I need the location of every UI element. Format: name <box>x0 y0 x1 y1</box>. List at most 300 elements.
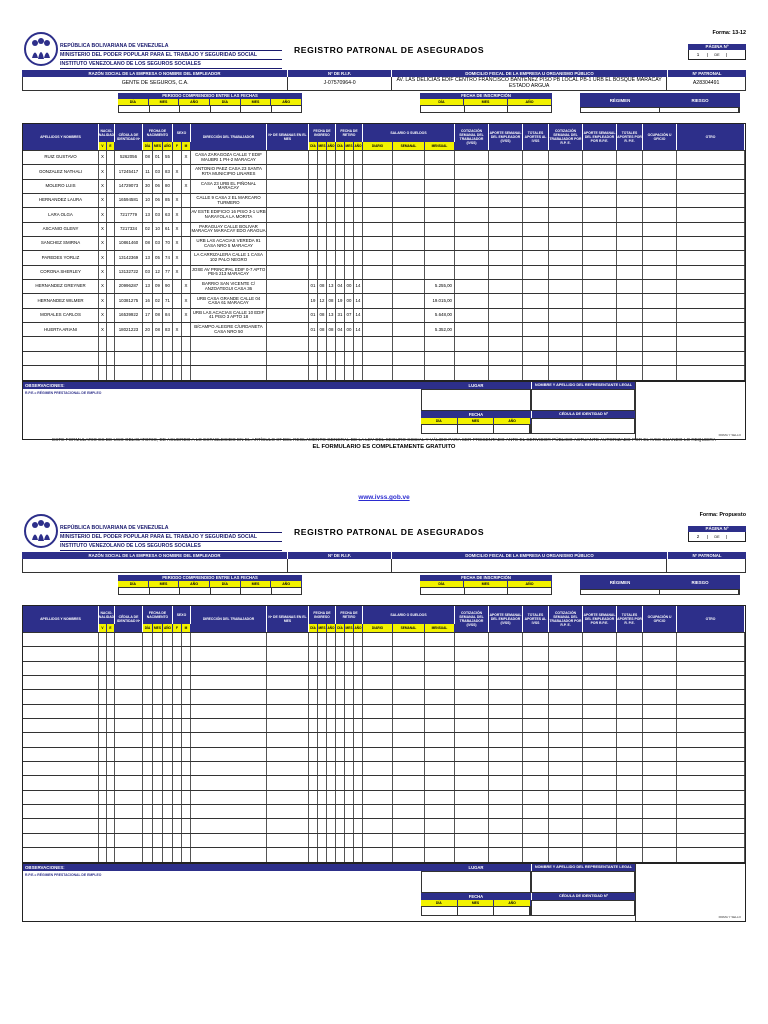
cell-d[interactable]: 08 <box>143 237 153 250</box>
cell-semanal[interactable] <box>393 208 425 221</box>
cell-i5[interactable] <box>354 733 363 746</box>
cell-diario[interactable] <box>363 208 393 221</box>
cell-i2[interactable] <box>327 266 336 279</box>
cell-mm[interactable] <box>182 208 191 221</box>
cell-ocup[interactable] <box>643 848 677 861</box>
cell-i2[interactable] <box>327 237 336 250</box>
cell-ocup[interactable] <box>643 647 677 660</box>
cell-m[interactable]: 06 <box>153 194 163 207</box>
cell-i0[interactable] <box>309 676 318 689</box>
cell-y[interactable] <box>163 834 173 847</box>
cell-f[interactable] <box>173 762 182 775</box>
cell-y[interactable] <box>163 848 173 861</box>
cell-i0[interactable] <box>309 352 318 365</box>
page-number-value[interactable]: 1 <box>696 52 700 57</box>
cell-i5[interactable] <box>354 791 363 804</box>
cell-v[interactable] <box>99 848 107 861</box>
cell-i2[interactable] <box>327 791 336 804</box>
cell-name[interactable]: SANCHEZ SMIRNA <box>23 237 99 250</box>
cell-c5[interactable] <box>583 208 617 221</box>
cell-i0[interactable] <box>309 690 318 703</box>
cell-sem[interactable] <box>267 337 309 350</box>
cell-name[interactable] <box>23 690 99 703</box>
cell-c6[interactable] <box>617 805 643 818</box>
cell-mensual[interactable] <box>425 791 455 804</box>
cell-mm[interactable] <box>182 223 191 236</box>
cell-ci[interactable] <box>115 848 143 861</box>
cell-i0[interactable] <box>309 633 318 646</box>
cell-mm[interactable] <box>182 690 191 703</box>
cell-sem[interactable] <box>267 266 309 279</box>
cell-semanal[interactable] <box>393 776 425 789</box>
cell-f[interactable] <box>173 705 182 718</box>
cell-m[interactable] <box>153 647 163 660</box>
cell-v[interactable]: X <box>99 165 107 178</box>
cell-mensual[interactable] <box>425 208 455 221</box>
cell-i3[interactable] <box>336 819 345 832</box>
cell-ci[interactable]: 20996287 <box>115 280 143 293</box>
cell-ocup[interactable] <box>643 366 677 379</box>
cell-semanal[interactable] <box>393 223 425 236</box>
cell-semanal[interactable] <box>393 352 425 365</box>
cell-name[interactable] <box>23 719 99 732</box>
cell-i0[interactable] <box>309 733 318 746</box>
cell-diario[interactable] <box>363 690 393 703</box>
cell-i1[interactable] <box>318 748 327 761</box>
cell-dir[interactable]: CASA ZARAGOZA CALLE 7 EDIF MAUBRI 1 PH-2 MARACAY <box>191 151 267 164</box>
cell-ci[interactable] <box>115 719 143 732</box>
cell-otro[interactable] <box>677 834 745 847</box>
cell-c4[interactable] <box>549 733 583 746</box>
cell-v[interactable] <box>99 690 107 703</box>
cell-sem[interactable] <box>267 776 309 789</box>
cell-sem[interactable] <box>267 647 309 660</box>
cell-c1[interactable] <box>455 194 489 207</box>
cell-i1[interactable] <box>318 165 327 178</box>
cell-otro[interactable] <box>677 237 745 250</box>
cell-c3[interactable] <box>523 337 549 350</box>
cell-otro[interactable] <box>677 719 745 732</box>
cell-c6[interactable] <box>617 791 643 804</box>
cell-i4[interactable] <box>345 208 354 221</box>
cell-c5[interactable] <box>583 366 617 379</box>
cell-c3[interactable] <box>523 151 549 164</box>
cell-semanal[interactable] <box>393 294 425 307</box>
cell-d[interactable]: 11 <box>143 165 153 178</box>
cell-i3[interactable] <box>336 662 345 675</box>
cell-diario[interactable] <box>363 791 393 804</box>
cell-m[interactable] <box>153 748 163 761</box>
regimen-cell[interactable] <box>581 108 660 112</box>
cell-y[interactable] <box>163 719 173 732</box>
cell-c4[interactable] <box>549 819 583 832</box>
cell-y[interactable] <box>163 690 173 703</box>
razon-social-value[interactable]: GENTE DE SEGUROS, C.A. <box>23 77 288 90</box>
cell-e[interactable] <box>107 633 115 646</box>
cell-ocup[interactable] <box>643 748 677 761</box>
cell-c4[interactable] <box>549 251 583 264</box>
cell-i1[interactable] <box>318 662 327 675</box>
cell-i0[interactable] <box>309 647 318 660</box>
cell-c5[interactable] <box>583 280 617 293</box>
cell-m[interactable] <box>153 633 163 646</box>
cell-mensual[interactable] <box>425 748 455 761</box>
cell-dir[interactable] <box>191 647 267 660</box>
cell-i3[interactable] <box>336 194 345 207</box>
cell-c5[interactable] <box>583 690 617 703</box>
cell-c5[interactable] <box>583 733 617 746</box>
cell-i3[interactable]: 19 <box>336 294 345 307</box>
cell-f[interactable] <box>173 633 182 646</box>
cell-i2[interactable] <box>327 776 336 789</box>
cell-name[interactable] <box>23 819 99 832</box>
cell-m[interactable]: 05 <box>153 251 163 264</box>
cell-sem[interactable] <box>267 294 309 307</box>
cell-sem[interactable] <box>267 834 309 847</box>
cell-c6[interactable] <box>617 662 643 675</box>
cell-i2[interactable] <box>327 337 336 350</box>
cell-c5[interactable] <box>583 266 617 279</box>
cell-e[interactable] <box>107 337 115 350</box>
cell-i2[interactable] <box>327 633 336 646</box>
cell-sem[interactable] <box>267 194 309 207</box>
cell-i0[interactable] <box>309 251 318 264</box>
cell-i1[interactable] <box>318 366 327 379</box>
cell-dir[interactable] <box>191 834 267 847</box>
cell-i2[interactable] <box>327 733 336 746</box>
cell-e[interactable] <box>107 208 115 221</box>
cell-c4[interactable] <box>549 848 583 861</box>
cell-e[interactable] <box>107 266 115 279</box>
cell-c2[interactable] <box>489 748 523 761</box>
cell-i1[interactable] <box>318 237 327 250</box>
razon-social-value[interactable] <box>23 559 288 572</box>
cell-semanal[interactable] <box>393 151 425 164</box>
cell-mm[interactable]: X <box>182 280 191 293</box>
cell-dir[interactable] <box>191 805 267 818</box>
cell-name[interactable]: ASCANIO GLENY <box>23 223 99 236</box>
cell-ocup[interactable] <box>643 352 677 365</box>
cell-c1[interactable] <box>455 690 489 703</box>
cell-c2[interactable] <box>489 834 523 847</box>
cell-c4[interactable] <box>549 776 583 789</box>
cell-ocup[interactable] <box>643 237 677 250</box>
cell-semanal[interactable] <box>393 633 425 646</box>
fecha-cell[interactable] <box>422 907 458 915</box>
cell-c2[interactable] <box>489 776 523 789</box>
cell-c6[interactable] <box>617 366 643 379</box>
cell-sem[interactable] <box>267 748 309 761</box>
cell-c2[interactable] <box>489 237 523 250</box>
cell-e[interactable] <box>107 748 115 761</box>
cell-sem[interactable] <box>267 805 309 818</box>
cell-ci[interactable]: 16594581 <box>115 194 143 207</box>
cell-dir[interactable] <box>191 337 267 350</box>
cell-dir[interactable]: CASA 23 URB EL PIÑONAL MARACAY <box>191 180 267 193</box>
cell-v[interactable]: X <box>99 309 107 322</box>
cell-e[interactable] <box>107 705 115 718</box>
cell-f[interactable] <box>173 834 182 847</box>
cell-m[interactable] <box>153 719 163 732</box>
cell-name[interactable]: GONZALEZ NATHALI <box>23 165 99 178</box>
cell-i5[interactable] <box>354 237 363 250</box>
cell-c3[interactable] <box>523 208 549 221</box>
cell-c6[interactable] <box>617 748 643 761</box>
fecha-cell[interactable] <box>458 425 494 433</box>
cell-c4[interactable] <box>549 719 583 732</box>
cell-sem[interactable] <box>267 280 309 293</box>
cell-diario[interactable] <box>363 237 393 250</box>
cell-ci[interactable]: 10381275 <box>115 294 143 307</box>
cell-v[interactable] <box>99 633 107 646</box>
cell-i5[interactable] <box>354 676 363 689</box>
cell-i3[interactable]: 31 <box>336 309 345 322</box>
cell-y[interactable]: 70 <box>163 237 173 250</box>
cell-ocup[interactable] <box>643 633 677 646</box>
cell-diario[interactable] <box>363 151 393 164</box>
cell-f[interactable] <box>173 676 182 689</box>
cell-name[interactable] <box>23 366 99 379</box>
cell-y[interactable]: 61 <box>163 223 173 236</box>
cell-c1[interactable] <box>455 366 489 379</box>
cell-e[interactable] <box>107 280 115 293</box>
cell-ci[interactable] <box>115 690 143 703</box>
cell-i2[interactable] <box>327 705 336 718</box>
cell-diario[interactable] <box>363 719 393 732</box>
cell-c4[interactable] <box>549 676 583 689</box>
cell-f[interactable] <box>173 848 182 861</box>
cell-i0[interactable] <box>309 776 318 789</box>
cell-ci[interactable] <box>115 633 143 646</box>
cell-c6[interactable] <box>617 633 643 646</box>
cell-m[interactable]: 03 <box>153 208 163 221</box>
cell-i4[interactable]: 00 <box>345 280 354 293</box>
cell-semanal[interactable] <box>393 690 425 703</box>
cell-otro[interactable] <box>677 165 745 178</box>
cell-d[interactable] <box>143 337 153 350</box>
cell-c4[interactable] <box>549 352 583 365</box>
cell-mm[interactable]: X <box>182 309 191 322</box>
cell-i4[interactable] <box>345 647 354 660</box>
cell-i0[interactable] <box>309 208 318 221</box>
cell-i5[interactable] <box>354 762 363 775</box>
cell-mensual[interactable] <box>425 180 455 193</box>
cell-y[interactable] <box>163 791 173 804</box>
cell-c5[interactable] <box>583 180 617 193</box>
fecha-cell[interactable] <box>422 425 458 433</box>
cell-c1[interactable] <box>455 819 489 832</box>
cell-y[interactable] <box>163 805 173 818</box>
cell-m[interactable] <box>153 337 163 350</box>
cell-c4[interactable] <box>549 762 583 775</box>
cell-c4[interactable] <box>549 337 583 350</box>
cell-c2[interactable] <box>489 223 523 236</box>
cell-c5[interactable] <box>583 805 617 818</box>
cell-sem[interactable] <box>267 151 309 164</box>
cell-i1[interactable] <box>318 733 327 746</box>
cell-c2[interactable] <box>489 165 523 178</box>
cell-i2[interactable] <box>327 819 336 832</box>
cell-i4[interactable] <box>345 819 354 832</box>
ivss-website-link[interactable]: www.ivss.gob.ve <box>358 494 410 501</box>
cell-v[interactable] <box>99 762 107 775</box>
cell-dir[interactable]: URB LAS ACACIAS VEREDA 91 CASA NRO 5 MARACAY <box>191 237 267 250</box>
cell-i1[interactable] <box>318 208 327 221</box>
cell-e[interactable] <box>107 237 115 250</box>
cell-dir[interactable] <box>191 819 267 832</box>
cell-c4[interactable] <box>549 323 583 336</box>
cell-c3[interactable] <box>523 762 549 775</box>
cell-mm[interactable] <box>182 266 191 279</box>
cell-mensual[interactable] <box>425 848 455 861</box>
cell-y[interactable]: 80 <box>163 180 173 193</box>
cell-i5[interactable] <box>354 165 363 178</box>
cell-semanal[interactable] <box>393 165 425 178</box>
cell-y[interactable] <box>163 776 173 789</box>
cell-d[interactable] <box>143 676 153 689</box>
cell-c5[interactable] <box>583 251 617 264</box>
cell-d[interactable]: 13 <box>143 280 153 293</box>
cell-i2[interactable]: 13 <box>327 280 336 293</box>
cell-c2[interactable] <box>489 280 523 293</box>
cell-c2[interactable] <box>489 662 523 675</box>
cell-dir[interactable] <box>191 662 267 675</box>
cell-diario[interactable] <box>363 633 393 646</box>
cell-y[interactable]: 55 <box>163 151 173 164</box>
cell-ocup[interactable] <box>643 676 677 689</box>
cell-mensual[interactable] <box>425 662 455 675</box>
cell-c6[interactable] <box>617 151 643 164</box>
cell-mm[interactable] <box>182 194 191 207</box>
cell-i1[interactable] <box>318 676 327 689</box>
cell-e[interactable] <box>107 366 115 379</box>
cell-i5[interactable]: 14 <box>354 294 363 307</box>
cell-c5[interactable] <box>583 323 617 336</box>
cell-i5[interactable]: 14 <box>354 280 363 293</box>
cell-ocup[interactable] <box>643 165 677 178</box>
cell-c3[interactable] <box>523 676 549 689</box>
cell-v[interactable]: X <box>99 280 107 293</box>
cell-i5[interactable] <box>354 719 363 732</box>
cell-i1[interactable] <box>318 762 327 775</box>
cell-i0[interactable] <box>309 819 318 832</box>
cell-dir[interactable] <box>191 776 267 789</box>
cell-diario[interactable] <box>363 776 393 789</box>
riesgo-cell[interactable] <box>660 590 739 594</box>
cell-y[interactable]: 84 <box>163 309 173 322</box>
cell-i0[interactable] <box>309 662 318 675</box>
cell-c3[interactable] <box>523 791 549 804</box>
fecha-cell[interactable] <box>494 425 530 433</box>
cell-semanal[interactable] <box>393 819 425 832</box>
cell-i5[interactable] <box>354 151 363 164</box>
cell-i1[interactable]: 08 <box>318 280 327 293</box>
cell-c6[interactable] <box>617 848 643 861</box>
cell-m[interactable] <box>153 662 163 675</box>
cell-dir[interactable]: B/CAMPO ALEGRE C/URDANETA CASA NRO 50 <box>191 323 267 336</box>
cell-i5[interactable] <box>354 208 363 221</box>
cell-i1[interactable]: 12 <box>318 294 327 307</box>
cell-c5[interactable] <box>583 705 617 718</box>
cell-y[interactable]: 90 <box>163 280 173 293</box>
cell-f[interactable] <box>173 280 182 293</box>
cell-i5[interactable] <box>354 223 363 236</box>
cell-ci[interactable] <box>115 819 143 832</box>
cell-sem[interactable] <box>267 237 309 250</box>
cell-v[interactable] <box>99 719 107 732</box>
cell-otro[interactable] <box>677 805 745 818</box>
cell-ci[interactable]: 10861460 <box>115 237 143 250</box>
cell-c1[interactable] <box>455 180 489 193</box>
cell-i5[interactable] <box>354 647 363 660</box>
cell-d[interactable] <box>143 352 153 365</box>
cell-i1[interactable] <box>318 151 327 164</box>
cell-c4[interactable] <box>549 805 583 818</box>
cell-m[interactable] <box>153 352 163 365</box>
inscription-cell[interactable] <box>421 106 465 112</box>
cell-f[interactable]: X <box>173 208 182 221</box>
cell-c3[interactable] <box>523 251 549 264</box>
cell-name[interactable] <box>23 676 99 689</box>
cell-sem[interactable] <box>267 819 309 832</box>
cell-c6[interactable] <box>617 180 643 193</box>
cell-ci[interactable] <box>115 834 143 847</box>
cell-i3[interactable] <box>336 151 345 164</box>
cell-diario[interactable] <box>363 280 393 293</box>
cell-diario[interactable] <box>363 180 393 193</box>
cell-c4[interactable] <box>549 647 583 660</box>
cell-e[interactable] <box>107 834 115 847</box>
cell-d[interactable]: 10 <box>143 194 153 207</box>
cell-e[interactable] <box>107 719 115 732</box>
cell-i4[interactable] <box>345 834 354 847</box>
cell-c6[interactable] <box>617 647 643 660</box>
cell-d[interactable] <box>143 748 153 761</box>
cell-dir[interactable]: LA CARRIZALERA CALLE 1 CASA 102 PALO NEGRO <box>191 251 267 264</box>
regimen-cell[interactable] <box>581 590 660 594</box>
cell-sem[interactable] <box>267 633 309 646</box>
cell-ci[interactable]: 16539922 <box>115 309 143 322</box>
cell-i1[interactable] <box>318 719 327 732</box>
cell-c4[interactable] <box>549 280 583 293</box>
cell-e[interactable] <box>107 662 115 675</box>
cell-c4[interactable] <box>549 690 583 703</box>
cell-mensual[interactable] <box>425 676 455 689</box>
cell-c1[interactable] <box>455 848 489 861</box>
cell-e[interactable] <box>107 791 115 804</box>
cell-c5[interactable] <box>583 719 617 732</box>
cell-i0[interactable] <box>309 805 318 818</box>
cell-i5[interactable]: 14 <box>354 323 363 336</box>
cell-i4[interactable] <box>345 633 354 646</box>
cell-d[interactable] <box>143 647 153 660</box>
cell-y[interactable] <box>163 633 173 646</box>
rif-value[interactable] <box>288 559 392 572</box>
cell-i0[interactable] <box>309 848 318 861</box>
cell-c5[interactable] <box>583 676 617 689</box>
cell-ci[interactable] <box>115 662 143 675</box>
cell-c6[interactable] <box>617 676 643 689</box>
cell-ocup[interactable] <box>643 705 677 718</box>
cell-ci[interactable] <box>115 805 143 818</box>
cell-c1[interactable] <box>455 294 489 307</box>
cell-i4[interactable]: 00 <box>345 294 354 307</box>
cell-c3[interactable] <box>523 819 549 832</box>
cell-dir[interactable] <box>191 366 267 379</box>
cell-i0[interactable]: 01 <box>309 323 318 336</box>
cell-e[interactable] <box>107 805 115 818</box>
lugar-field[interactable] <box>421 871 531 893</box>
